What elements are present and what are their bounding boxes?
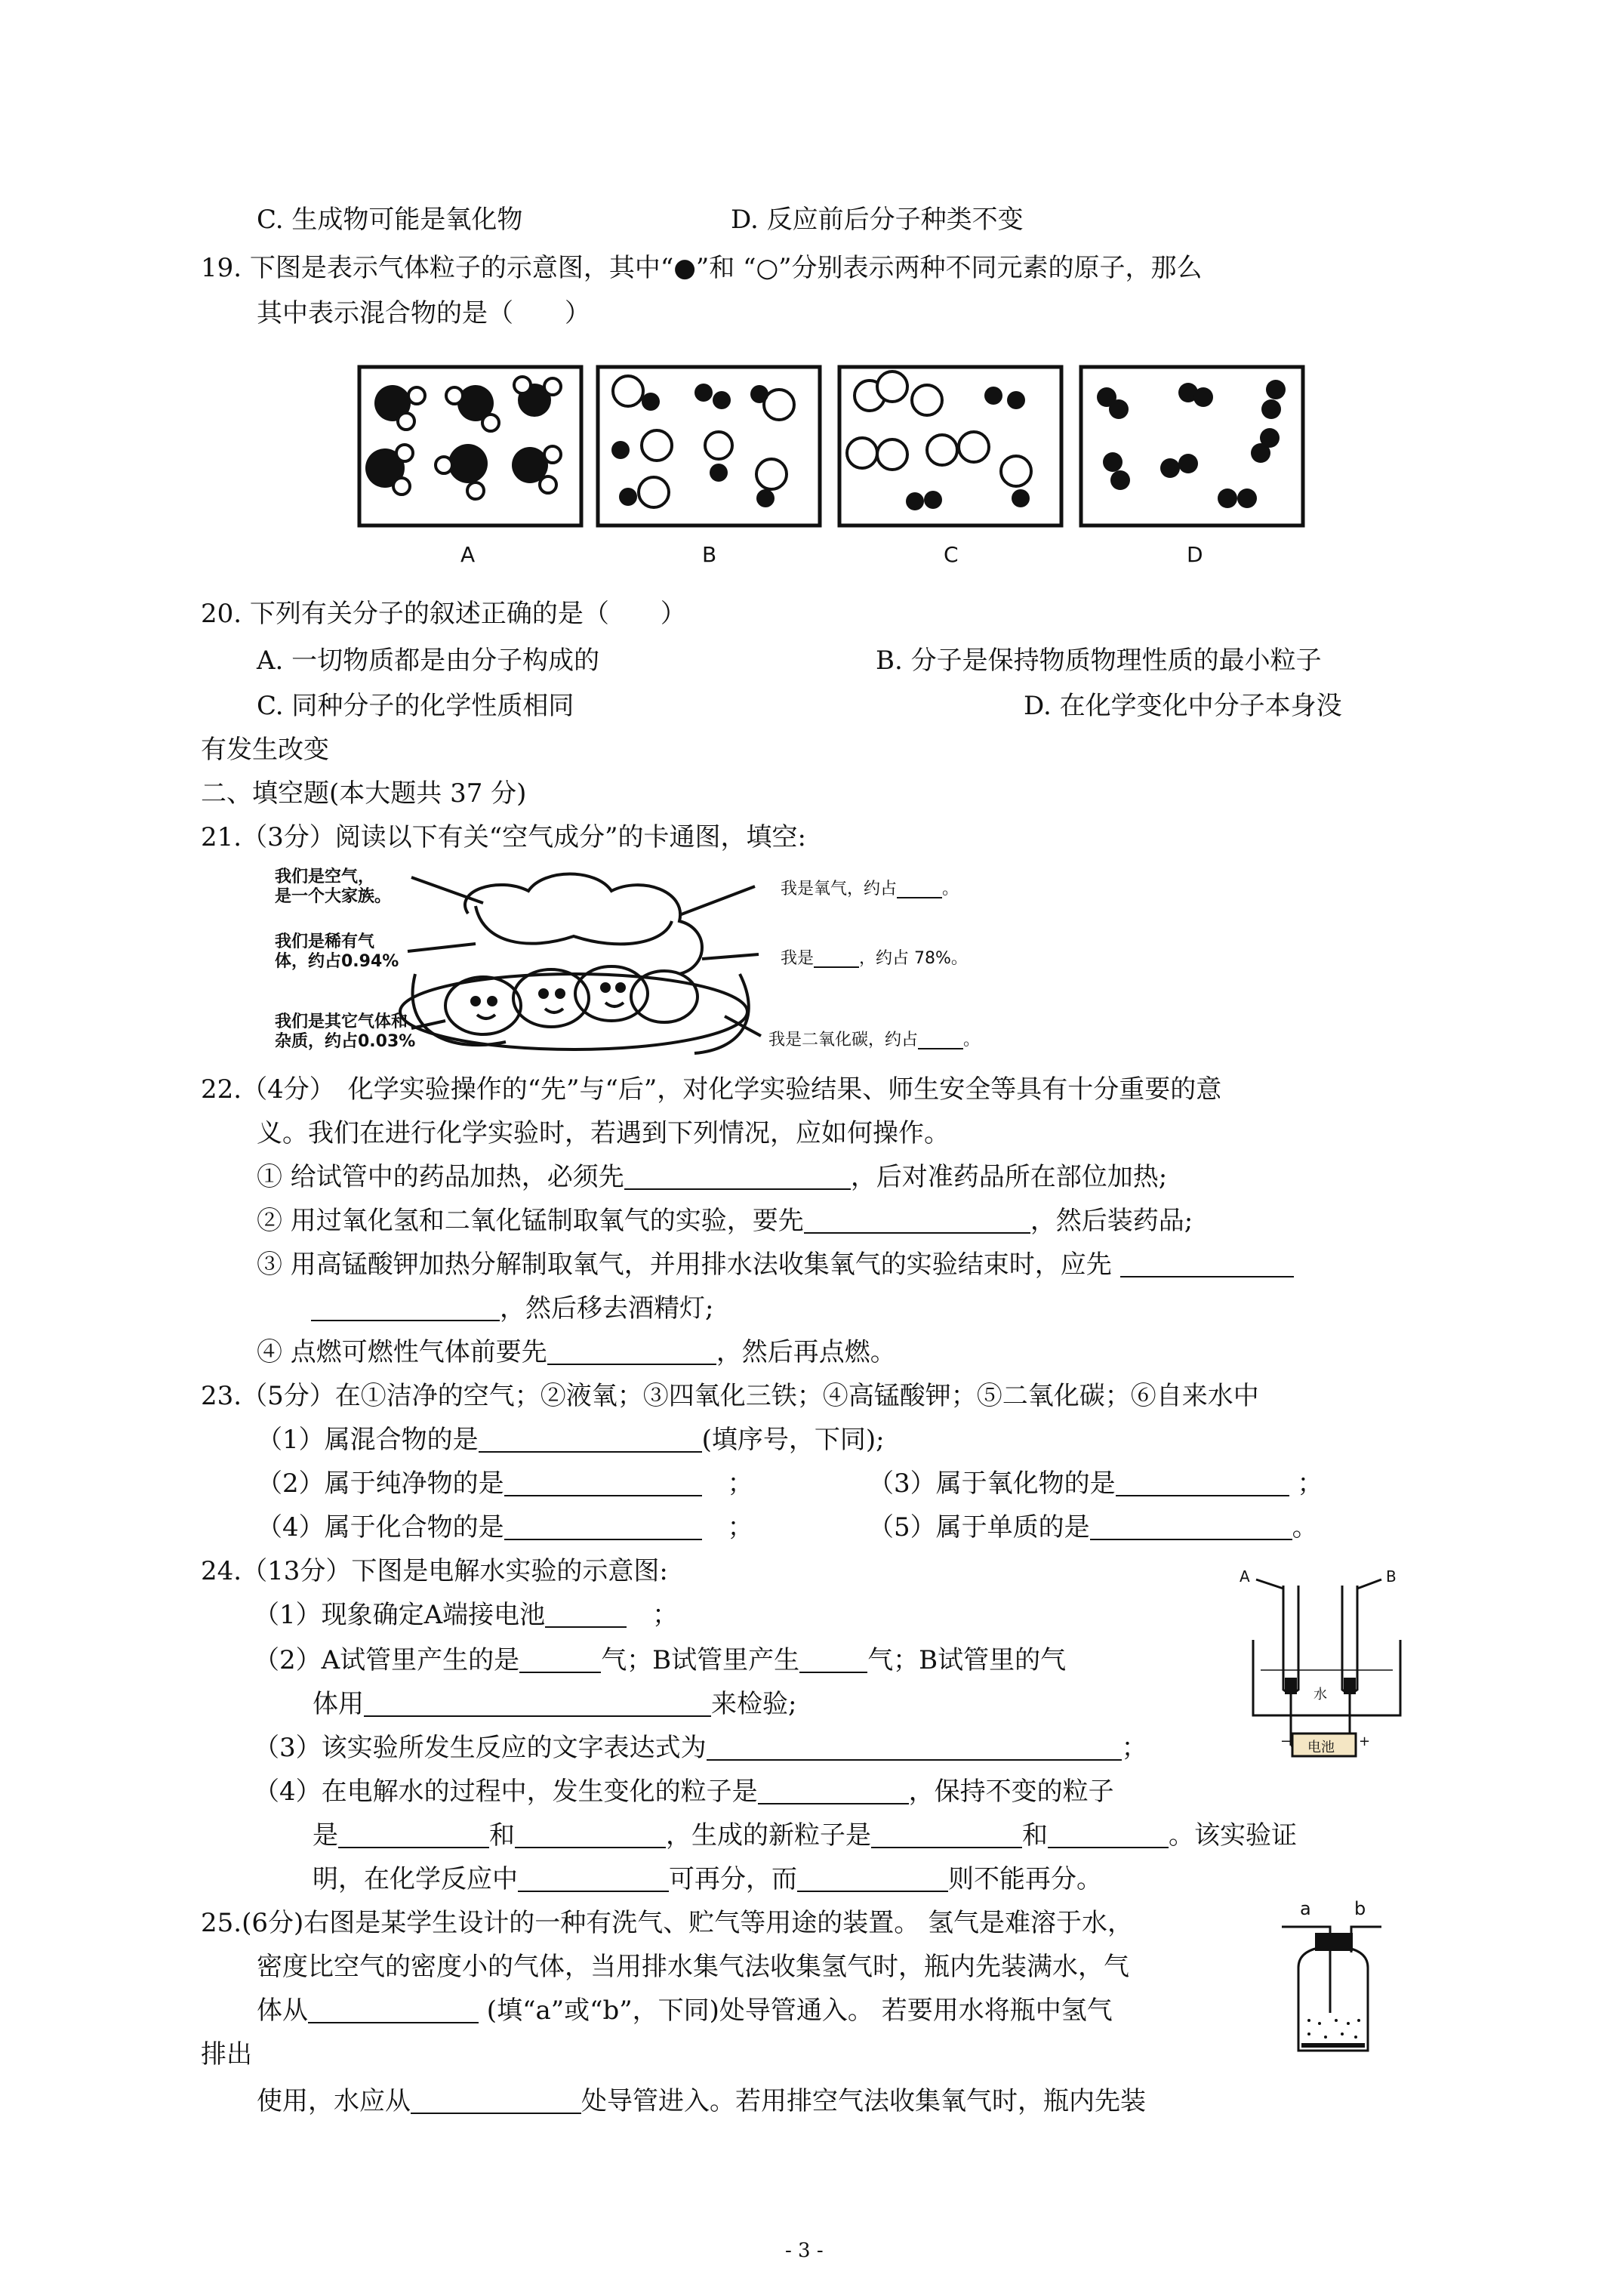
cartoon-co2: 我是二氧化碳，约占 。 bbox=[768, 1031, 981, 1049]
q18-option-c: C. 生成物可能是氧化物 bbox=[257, 205, 523, 235]
blank[interactable] bbox=[758, 1777, 909, 1804]
blank[interactable] bbox=[411, 2087, 581, 2114]
blank[interactable] bbox=[804, 1207, 1030, 1234]
box-label-a: A bbox=[460, 542, 476, 567]
blank[interactable] bbox=[707, 1734, 1122, 1761]
q18-option-d: D. 反应前后分子种类不变 bbox=[731, 205, 1024, 235]
q24-stem: 24.（13分）下图是电解水实验的示意图: bbox=[201, 1556, 668, 1586]
q20-option-c: C. 同种分子的化学性质相同 bbox=[257, 691, 574, 721]
blank[interactable] bbox=[1120, 1250, 1294, 1277]
electrolysis-label-battery: 电池 bbox=[1307, 1740, 1335, 1755]
q22-stem-line1: 22.（4分） 化学实验操作的“先”与“后”，对化学实验结果、师生安全等具有十分重要的意 bbox=[201, 1074, 1222, 1105]
box-b-molecules bbox=[611, 376, 794, 507]
box-label-c: C bbox=[944, 542, 959, 567]
q25-line4: 排出 bbox=[201, 2039, 252, 2069]
box-label-d: D bbox=[1187, 542, 1203, 567]
q22-stem-line2: 义。我们在进行化学实验时，若遇到下列情况，应如何操作。 bbox=[257, 1118, 950, 1148]
blank[interactable] bbox=[871, 1821, 1022, 1848]
electrolysis-label-plus: + bbox=[1359, 1734, 1371, 1749]
blank[interactable] bbox=[504, 1513, 702, 1540]
cartoon-text-3a: 我们是其它气体和 bbox=[275, 1012, 408, 1031]
cartoon-text-1b: 是一个大家族。 bbox=[275, 887, 392, 906]
q24-part-4-cont2: 明，在化学反应中 可再分，而 则不能再分。 bbox=[313, 1864, 1102, 1894]
q23-part-2: （2）属于纯净物的是 ； bbox=[257, 1469, 753, 1499]
gas-bottle-figure bbox=[1276, 1900, 1389, 2058]
q24-part-4-cont1: 是 和 ，生成的新粒子是 和 。该实验证 bbox=[313, 1820, 1297, 1851]
q22-item-3: ③ 用高锰酸钾加热分解制取氧气，并用排水法收集氧气的实验结束时，应先 bbox=[257, 1247, 1294, 1282]
blank[interactable] bbox=[504, 1469, 702, 1496]
q25-line5: 使用，水应从 处导管进入。若用排空气法收集氧气时，瓶内先装 bbox=[257, 2086, 1146, 2116]
q20-option-d: D. 在化学变化中分子本身没 bbox=[1024, 691, 1342, 721]
q22-item-4: ④ 点燃可燃性气体前要先 ，然后再点燃。 bbox=[257, 1337, 896, 1367]
q24-part-2-cont: 体用 来检验; bbox=[313, 1689, 797, 1719]
blank[interactable] bbox=[364, 1690, 711, 1717]
q24-part-3: （3）该实验所发生反应的文字表达式为 ； bbox=[254, 1733, 1147, 1763]
q20-stem: 20. 下列有关分子的叙述正确的是（ ） bbox=[201, 599, 686, 629]
bottle-label-b: b bbox=[1354, 1898, 1366, 1919]
gas-bottle-svg bbox=[1276, 1900, 1389, 2058]
particle-boxes-svg bbox=[355, 362, 1313, 581]
box-c-molecules bbox=[847, 371, 1031, 510]
q24-part-4: （4）在电解水的过程中，发生变化的粒子是 ，保持不变的粒子 bbox=[254, 1777, 1114, 1807]
q22-item-3-cont: ，然后移去酒精灯; bbox=[311, 1291, 713, 1326]
blank[interactable] bbox=[338, 1821, 489, 1848]
blank[interactable] bbox=[547, 1338, 716, 1365]
q20-option-d-cont: 有发生改变 bbox=[201, 735, 329, 765]
blank[interactable] bbox=[1090, 1513, 1292, 1540]
q22-item-2: ② 用过氧化氢和二氧化锰制取氧气的实验，要先 ，然后装药品; bbox=[257, 1206, 1193, 1236]
cartoon-text-3b: 杂质，约占0.03% bbox=[275, 1032, 416, 1051]
section-heading: 二、填空题(本大题共 37 分) bbox=[201, 778, 527, 809]
blank[interactable] bbox=[797, 1865, 948, 1892]
electrolysis-label-water: 水 bbox=[1313, 1687, 1327, 1703]
blank[interactable] bbox=[515, 1821, 666, 1848]
blank[interactable] bbox=[545, 1601, 627, 1628]
q24-part-1: （1）现象确定A端接电池 ； bbox=[254, 1600, 679, 1630]
q25-line3: 体从 (填“a”或“b”，下同)处导管通入。 若要用水将瓶中氢气 bbox=[257, 1996, 1113, 2026]
q20-option-b: B. 分子是保持物质物理性质的最小粒子 bbox=[876, 646, 1322, 676]
q22-item-1: ① 给试管中的药品加热，必须先 ，后对准药品所在部位加热; bbox=[257, 1162, 1168, 1192]
cartoon-nitrogen: 我是 ，约占 78%。 bbox=[781, 949, 968, 968]
box-label-b: B bbox=[702, 542, 717, 567]
blank[interactable] bbox=[479, 1425, 702, 1453]
blank[interactable] bbox=[518, 1865, 669, 1892]
q25-line1: 25.(6分)右图是某学生设计的一种有洗气、贮气等用途的装置。 氢气是难溶于水， bbox=[201, 1908, 1134, 1938]
electrolysis-label-b: B bbox=[1386, 1567, 1397, 1586]
q23-part-4: （4）属于化合物的是 ； bbox=[257, 1512, 753, 1542]
q19-stem-line2: 其中表示混合物的是（ ） bbox=[257, 298, 590, 328]
box-d-molecules bbox=[1097, 380, 1286, 508]
q23-part-3: （3）属于氧化物的是 ； bbox=[868, 1469, 1323, 1499]
blank[interactable] bbox=[1116, 1469, 1289, 1496]
electrolysis-label-a: A bbox=[1240, 1567, 1250, 1586]
electrolysis-label-minus: − bbox=[1280, 1734, 1292, 1749]
q24-part-2: （2）A试管里产生的是 气；B试管里产生 气；B试管里的气 bbox=[254, 1645, 1067, 1675]
box-a-molecules bbox=[365, 377, 561, 499]
blank[interactable] bbox=[308, 1996, 479, 2023]
cartoon-text-2b: 体，约占0.94% bbox=[275, 952, 399, 971]
page-number: - 3 - bbox=[785, 2239, 824, 2262]
cartoon-oxygen: 我是氧气，约占 。 bbox=[781, 880, 959, 898]
q25-line2: 密度比空气的密度小的气体，当用排水集气法收集氢气时，瓶内先装满水，气 bbox=[257, 1952, 1129, 1982]
air-cartoon bbox=[257, 861, 1019, 1057]
q23-stem: 23.（5分）在①洁净的空气；②液氧；③四氧化三铁；④高锰酸钾；⑤二氧化碳；⑥自来水中 bbox=[201, 1381, 1259, 1411]
blank[interactable] bbox=[799, 1646, 867, 1673]
electrolysis-figure bbox=[1238, 1567, 1412, 1768]
q21-stem: 21.（3分）阅读以下有关“空气成分”的卡通图，填空: bbox=[201, 822, 806, 852]
cartoon-text-1a: 我们是空气， bbox=[275, 868, 375, 886]
q19-stem-line1: 19. 下图是表示气体粒子的示意图，其中“●”和 “○”分别表示两种不同元素的原子，那么 bbox=[201, 253, 1203, 283]
q20-option-a: A. 一切物质都是由分子构成的 bbox=[257, 646, 600, 676]
blank[interactable] bbox=[311, 1294, 500, 1321]
q23-part-1: （1）属混合物的是 (填序号，下同); bbox=[257, 1425, 885, 1455]
cartoon-text-2a: 我们是稀有气 bbox=[275, 932, 375, 951]
blank[interactable] bbox=[1048, 1821, 1169, 1848]
blank[interactable] bbox=[519, 1646, 601, 1673]
bottle-label-a: a bbox=[1300, 1898, 1311, 1919]
q23-part-5: （5）属于单质的是 。 bbox=[868, 1512, 1318, 1542]
q19-particle-figure bbox=[355, 362, 1313, 581]
blank[interactable] bbox=[624, 1163, 851, 1190]
